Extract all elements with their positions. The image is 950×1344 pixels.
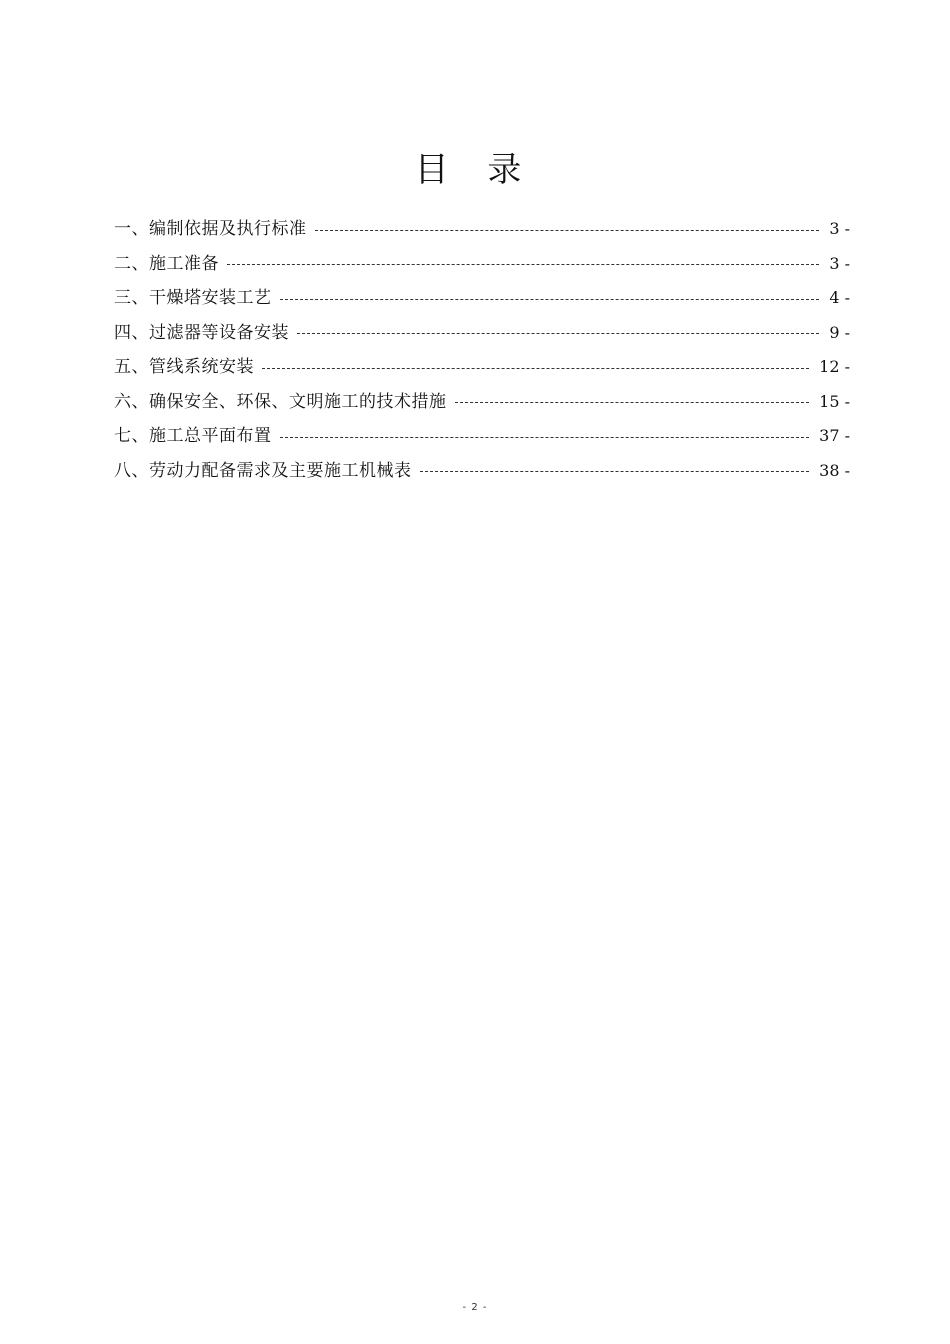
toc-entry[interactable] [114, 419, 850, 454]
toc-entry[interactable] [114, 212, 850, 247]
toc-entry-page: 15 - [819, 391, 850, 411]
toc-entry-page: 37 - [819, 426, 850, 445]
toc-entry[interactable] [114, 385, 850, 420]
toc-entry[interactable] [114, 350, 850, 385]
toc-leader [297, 333, 819, 334]
toc-leader [227, 264, 819, 265]
page-number-footer: - 2 - [462, 1302, 488, 1313]
toc-entry-label: 三、干燥塔安装工艺 [114, 288, 272, 308]
toc-entry-label: 六、确保安全、环保、文明施工的技术措施 [114, 391, 447, 412]
toc-entry-label: 七、施工总平面布置 [114, 426, 272, 446]
toc-entry[interactable] [114, 316, 850, 351]
toc-leader [315, 230, 820, 231]
toc-entry-label: 四、过滤器等设备安装 [114, 322, 289, 343]
toc-entry-page: 12 - [819, 357, 850, 376]
toc-entry-page: 4 - [829, 288, 850, 307]
toc-entry-label: 八、劳动力配备需求及主要施工机械表 [114, 460, 412, 481]
toc-leader [280, 299, 820, 300]
toc-leader [280, 437, 810, 438]
toc-entry[interactable] [114, 454, 850, 489]
toc-entry-label: 一、编制依据及执行标准 [114, 219, 307, 239]
toc-entry-label: 五、管线系统安装 [114, 357, 254, 377]
toc-entry-page: 3 - [829, 253, 850, 273]
toc-entry-label: 二、施工准备 [114, 253, 219, 274]
page-title: 目 录 [414, 150, 536, 190]
toc-leader [262, 368, 809, 369]
toc-entry-page: 38 - [819, 460, 850, 480]
toc-leader [420, 471, 810, 472]
toc-entry[interactable] [114, 247, 850, 282]
toc-entry-page: 3 - [829, 219, 850, 238]
table-of-contents [114, 212, 850, 488]
toc-entry-page: 9 - [829, 322, 850, 342]
toc-entry[interactable] [114, 281, 850, 316]
toc-leader [455, 402, 810, 403]
